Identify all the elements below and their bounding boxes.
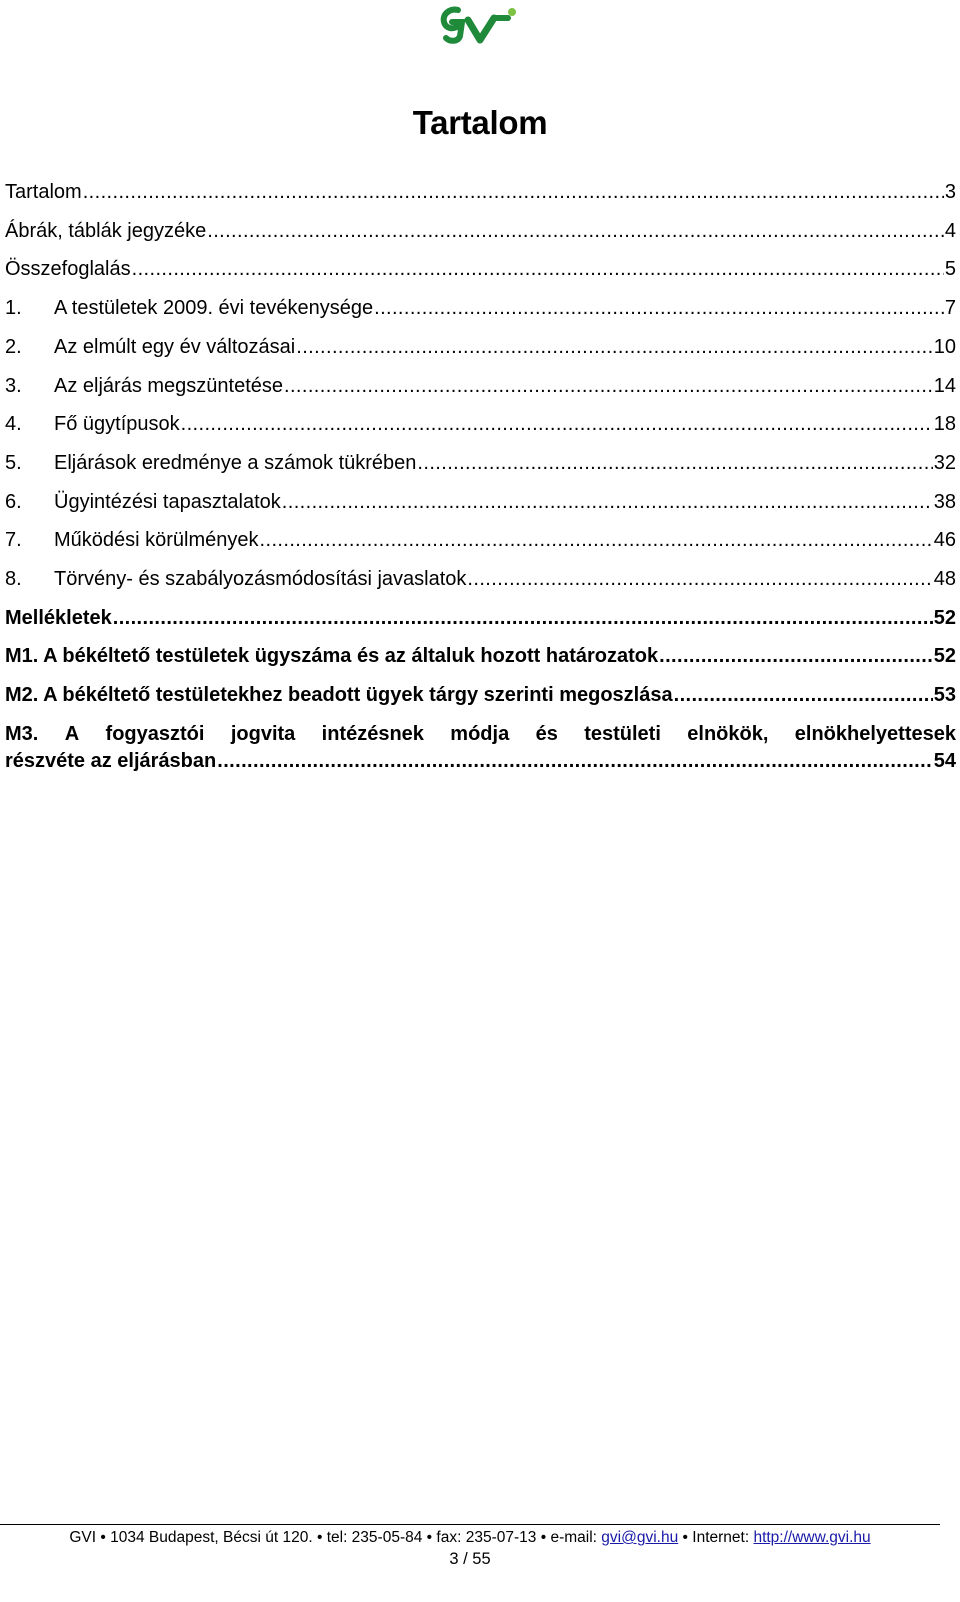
toc-entry-label: Törvény- és szabályozásmódosítási javaslatok <box>54 568 467 590</box>
toc-entry[interactable] <box>5 410 956 438</box>
toc-entry-word: intézésnek <box>321 723 424 745</box>
toc-entry[interactable] <box>5 526 956 554</box>
toc-entry[interactable] <box>5 217 956 245</box>
toc-entry-number: 7. <box>5 529 22 551</box>
toc-entry-label: Ügyintézési tapasztalatok <box>54 491 281 513</box>
toc-entry-label-line2: részvéte az eljárásban <box>5 750 217 772</box>
toc-entry-label: Összefoglalás <box>5 258 131 280</box>
toc-entry[interactable] <box>5 604 956 632</box>
toc-entry[interactable] <box>5 178 956 206</box>
toc-entry-word: jogvita <box>230 723 296 745</box>
toc-entry-page: 10 <box>933 336 956 358</box>
toc-entry[interactable] <box>5 720 956 776</box>
footer-email-label: e-mail: <box>550 1529 597 1546</box>
footer-tel: tel: 235-05-84 <box>326 1529 423 1546</box>
toc-entry-number: 5. <box>5 452 22 474</box>
toc-leader-dots <box>207 217 944 245</box>
footer-separator: • <box>100 1529 106 1546</box>
toc-entry-word: módja <box>450 723 510 745</box>
toc-entry-page: 3 <box>944 181 956 203</box>
footer-org: GVI <box>69 1529 97 1546</box>
toc-entry-label: M2. A békéltető testületekhez beadott ügyek tárgy szerinti megoszlása <box>5 684 673 706</box>
toc-leader-dots <box>260 526 933 554</box>
footer-address: 1034 Budapest, Bécsi út 120. <box>110 1529 313 1546</box>
toc-entry-number: 2. <box>5 336 22 358</box>
toc-leader-dots <box>467 565 932 593</box>
toc-entry-word: M3. <box>5 723 39 745</box>
toc-leader-dots <box>132 255 944 283</box>
toc-entry-page: 7 <box>944 297 956 319</box>
toc-entry-word: fogyasztói <box>105 723 205 745</box>
toc-entry-number: 3. <box>5 375 22 397</box>
toc-leader-dots <box>83 178 944 206</box>
footer-separator: • <box>426 1529 433 1546</box>
toc-leader-dots <box>374 294 944 322</box>
toc-entry-page: 52 <box>933 607 956 629</box>
toc-entry-page: 48 <box>933 568 956 590</box>
toc-entry-label: Az eljárás megszüntetése <box>54 375 284 397</box>
toc-entry-number: 1. <box>5 297 22 319</box>
toc-leader-dots <box>659 642 933 670</box>
toc-entry-label: A testületek 2009. évi tevékenysége <box>54 297 374 319</box>
toc-leader-dots <box>417 449 932 477</box>
toc-entry[interactable] <box>5 681 956 709</box>
toc-leader-dots <box>217 748 933 774</box>
toc-entry[interactable] <box>5 255 956 283</box>
footer-fax: fax: 235-07-13 <box>436 1529 537 1546</box>
toc-leader-dots <box>113 604 933 632</box>
toc-entry-label: Eljárások eredménye a számok tükrében <box>54 452 417 474</box>
page-number: 3 / 55 <box>449 1550 491 1568</box>
footer-separator: • <box>682 1529 688 1546</box>
toc-entry[interactable] <box>5 294 956 322</box>
toc-leader-dots <box>674 681 933 709</box>
toc-entry[interactable] <box>5 449 956 477</box>
toc-entry-label-line1 <box>5 720 956 748</box>
toc-entry-page: 18 <box>933 413 956 435</box>
toc-entry-label: Mellékletek <box>5 607 112 629</box>
toc-entry-word: testületi <box>584 723 661 745</box>
toc-entry-word: A <box>64 723 80 745</box>
footer-web-link[interactable]: http://www.gvi.hu <box>753 1529 871 1546</box>
toc-entry-label: Fő ügytípusok <box>54 413 180 435</box>
toc-entry[interactable] <box>5 333 956 361</box>
footer-separator: • <box>540 1529 547 1546</box>
footer-contact <box>0 1528 940 1548</box>
toc-entry-page: 38 <box>933 491 956 513</box>
toc-entry-number: 8. <box>5 568 22 590</box>
toc-entry[interactable] <box>5 565 956 593</box>
toc-leader-dots <box>296 333 933 361</box>
toc-entry-label: Tartalom <box>5 181 82 203</box>
toc-entry-page: 54 <box>933 750 956 772</box>
toc-entry-word: és <box>535 723 558 745</box>
footer-web-label: Internet: <box>692 1529 750 1546</box>
toc-entry-word: elnökök, <box>687 723 769 745</box>
toc-entry-page: 4 <box>944 220 956 242</box>
toc-entry-label: M1. A békéltető testületek ügyszáma és az általuk hozott határozatok <box>5 645 659 667</box>
toc-entry-number: 6. <box>5 491 22 513</box>
toc-leader-dots <box>282 488 933 516</box>
gvi-logo <box>438 0 528 48</box>
footer-email-link[interactable]: gvi@gvi.hu <box>601 1529 679 1546</box>
toc-leader-dots <box>181 410 933 438</box>
toc-entry-number: 4. <box>5 413 22 435</box>
toc-entry[interactable] <box>5 488 956 516</box>
toc-entry-label: Az elmúlt egy év változásai <box>54 336 296 358</box>
toc-entry-word: elnökhelyettesek <box>794 723 956 745</box>
toc-entry-page: 14 <box>933 375 956 397</box>
toc-entry-page: 32 <box>933 452 956 474</box>
toc-entry-page: 46 <box>933 529 956 551</box>
toc-entry-label: Működési körülmények <box>54 529 259 551</box>
toc-leader-dots <box>284 372 933 400</box>
page-title: Tartalom <box>412 104 548 141</box>
toc-entry-page: 52 <box>933 645 956 667</box>
footer-separator: • <box>316 1529 323 1546</box>
toc-entry[interactable] <box>5 642 956 670</box>
footer-divider <box>0 1524 940 1525</box>
toc-entry-page: 5 <box>944 258 956 280</box>
toc-entry[interactable] <box>5 372 956 400</box>
toc-entry-label: Ábrák, táblák jegyzéke <box>5 220 207 242</box>
toc-entry-page: 53 <box>933 684 956 706</box>
